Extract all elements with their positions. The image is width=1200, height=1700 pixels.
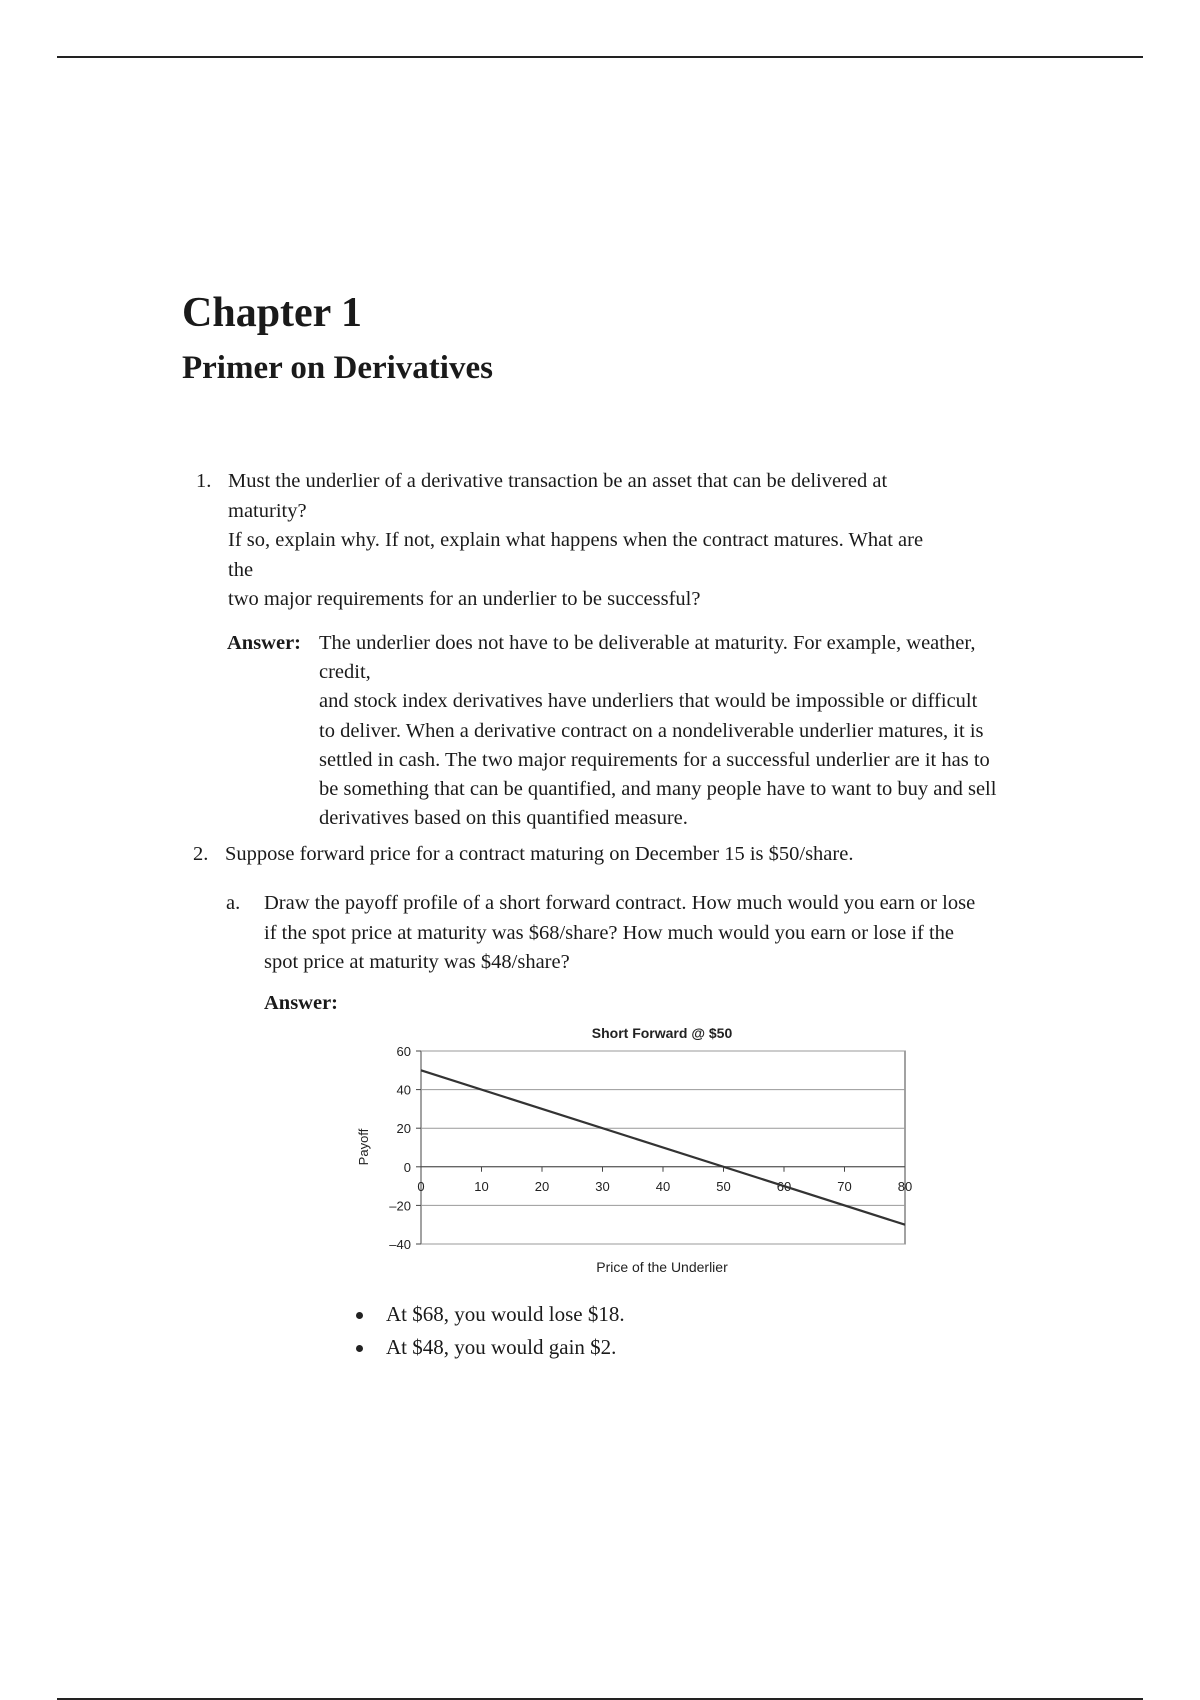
answer-line: The underlier does not have to be deliverable at maturity. For example, weather,: [319, 632, 976, 654]
chart-title: Short Forward @ $50: [591, 1025, 733, 1041]
x-tick-label: 70: [837, 1178, 852, 1194]
x-tick-label: 40: [655, 1178, 671, 1194]
question-number: 1.: [196, 470, 212, 492]
y-tick-label: –40: [389, 1237, 411, 1252]
bullet-text: At $68, you would lose $18.: [386, 1302, 625, 1326]
bullet-text: At $48, you would gain $2.: [386, 1335, 617, 1359]
sub-question-line: Draw the payoff profile of a short forward contract. How much would you earn or lose: [264, 892, 976, 914]
answer-text: [319, 629, 996, 833]
question-line: Suppose forward price for a contract maturing on December 15 is $50/share.: [225, 843, 854, 865]
payoff-chart: [330, 1015, 930, 1285]
answer-line: credit,: [319, 661, 371, 684]
x-tick-label: 0: [417, 1178, 425, 1194]
question-line: maturity?: [228, 499, 307, 522]
sub-question-line: spot price at maturity was $48/share?: [264, 951, 570, 973]
bullet-item: [356, 1331, 625, 1364]
y-tick-label: –20: [389, 1198, 411, 1214]
question-line: the: [228, 558, 254, 581]
question-text: [225, 840, 1025, 870]
question-text: [228, 467, 1028, 615]
x-tick-label: 10: [474, 1178, 489, 1194]
chapter-title: Primer on Derivatives: [182, 350, 493, 386]
y-axis-label: Payoff: [356, 1128, 371, 1166]
top-rule: [57, 56, 1143, 58]
x-tick-label: 20: [534, 1178, 550, 1194]
answer-line: settled in cash. The two major requirements for a successful underlier are it has to: [319, 748, 990, 771]
answer-line: and stock index derivatives have underliers that would be impossible or difficult: [319, 690, 978, 713]
question-line: If so, explain why. If not, explain what happens when the contract matures. What are: [228, 529, 924, 551]
question-line: two major requirements for an underlier to be successful?: [228, 588, 701, 610]
answer-label: Answer:: [227, 632, 302, 654]
bullet-item: [356, 1298, 625, 1331]
sub-question-letter: a.: [226, 892, 241, 914]
bullet-icon: [356, 1312, 363, 1319]
x-tick-label: 50: [716, 1178, 731, 1194]
answer-label: Answer:: [264, 992, 339, 1014]
bullet-icon: [356, 1345, 363, 1352]
x-tick-label: 80: [897, 1178, 913, 1194]
y-tick-label: 20: [396, 1121, 411, 1137]
y-tick-label: 60: [396, 1044, 411, 1059]
x-tick-label: 30: [595, 1178, 610, 1194]
answer-line: to deliver. When a derivative contract on a nondeliverable underlier matures, it is: [319, 719, 984, 742]
sub-question-line: if the spot price at maturity was $68/share? How much would you earn or lose if the: [264, 921, 954, 944]
answer-line: be something that can be quantified, and many people have to want to buy and sell: [319, 778, 997, 801]
question-line: Must the underlier of a derivative transaction be an asset that can be delivered at: [228, 470, 888, 492]
x-axis-label: Price of the Underlier: [596, 1259, 728, 1275]
sub-question-text: [264, 889, 975, 978]
y-tick-label: 40: [396, 1082, 411, 1098]
chapter-number: Chapter 1: [182, 290, 363, 336]
question-number: 2.: [193, 843, 209, 865]
answer-line: derivatives based on this quantified measure.: [319, 807, 688, 830]
x-tick-label: 60: [776, 1178, 792, 1194]
answer-bullets: [356, 1298, 625, 1364]
y-tick-label: 0: [403, 1159, 411, 1175]
